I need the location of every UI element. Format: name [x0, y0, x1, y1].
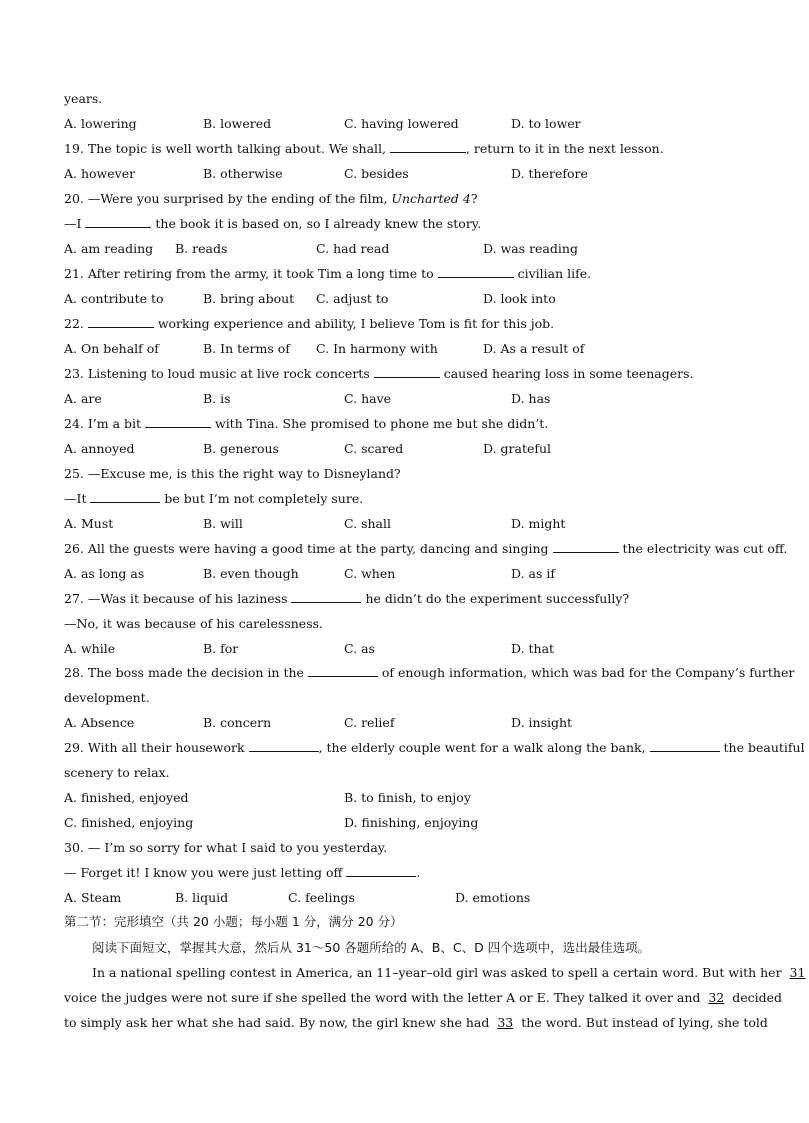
q24-stem: 24. I’m a bit with Tina. She promised to phone me but she didn’t. — [64, 416, 549, 431]
section-instruction: 阅读下面短文，掌握其大意，然后从 31～50 各题所给的 A、B、C、D 四个选项中，选出最佳选项。 — [92, 940, 651, 955]
q29-stem-cont: scenery to relax. — [64, 765, 170, 780]
option-d[interactable]: D. has — [511, 391, 551, 406]
answer-blank[interactable] — [650, 738, 720, 752]
option-b[interactable]: B. reads — [175, 241, 228, 256]
option-d[interactable]: D. might — [511, 516, 566, 531]
option-c[interactable]: C. as — [344, 641, 375, 656]
q22-options — [64, 339, 734, 359]
option-c[interactable]: C. adjust to — [316, 291, 389, 306]
blank-number-31[interactable]: 31 — [789, 965, 806, 980]
answer-blank[interactable] — [145, 414, 211, 428]
passage-line-2: voice the judges were not sure if she spelled the word with the letter A or E. They talked it over and 32 decided — [64, 988, 734, 1008]
option-a[interactable]: A. Absence — [64, 715, 135, 730]
option-a[interactable]: A. however — [64, 166, 136, 181]
q20-options — [64, 239, 734, 259]
q23-options — [64, 389, 734, 409]
q20-reply: —I the book it is based on, so I already knew the story. — [64, 216, 482, 231]
option-c[interactable]: C. feelings — [288, 890, 355, 905]
blank-number-33[interactable]: 33 — [497, 1015, 514, 1030]
option-d[interactable]: D. to lower — [511, 116, 581, 131]
q29-options-ab — [64, 788, 734, 808]
q27-stem: 27. —Was it because of his laziness he didn’t do the experiment successfully? — [64, 591, 630, 606]
option-b[interactable]: B. In terms of — [203, 341, 290, 356]
option-c[interactable]: C. when — [344, 566, 396, 581]
answer-blank[interactable] — [438, 264, 514, 278]
option-a[interactable]: A. lowering — [64, 116, 137, 131]
q24-options — [64, 439, 734, 459]
section-heading: 第二节：完形填空（共 20 小题；每小题 1 分，满分 20 分） — [64, 914, 403, 929]
option-c[interactable]: C. scared — [344, 441, 404, 456]
passage-line-3: to simply ask her what she had said. By now, the girl knew she had 33 the word. But instead of lying, she told — [64, 1013, 734, 1033]
option-d[interactable]: D. that — [511, 641, 555, 656]
answer-blank[interactable] — [88, 314, 154, 328]
answer-blank[interactable] — [346, 863, 416, 877]
answer-blank[interactable] — [308, 663, 378, 677]
film-title: Uncharted 4 — [391, 191, 471, 206]
option-b[interactable]: B. otherwise — [203, 166, 283, 181]
q28-options — [64, 713, 734, 733]
q25-reply: —It be but I’m not completely sure. — [64, 491, 364, 506]
option-b[interactable]: B. is — [203, 391, 231, 406]
q21-options — [64, 289, 734, 309]
answer-blank[interactable] — [374, 364, 440, 378]
option-c[interactable]: C. besides — [344, 166, 409, 181]
option-c[interactable]: C. relief — [344, 715, 395, 730]
option-b[interactable]: B. generous — [203, 441, 279, 456]
passage-line-1: In a national spelling contest in America, an 11–year–old girl was asked to spell a certain word. But with her 31 — [92, 963, 734, 983]
q28-stem: 28. The boss made the decision in the of enough information, which was bad for the Company’s further — [64, 665, 795, 680]
option-d[interactable]: D. emotions — [455, 890, 531, 905]
q18-tail: years. — [64, 91, 103, 106]
option-b[interactable]: B. for — [203, 641, 239, 656]
q27-options — [64, 639, 734, 659]
option-a[interactable]: A. finished, enjoyed — [64, 790, 189, 805]
option-b[interactable]: B. to finish, to enjoy — [344, 790, 471, 805]
q25-options — [64, 514, 734, 534]
q21-stem: 21. After retiring from the army, it took Tim a long time to civilian life. — [64, 266, 592, 281]
option-c[interactable]: C. In harmony with — [316, 341, 438, 356]
option-d[interactable]: D. finishing, enjoying — [344, 815, 479, 830]
option-a[interactable]: A. am reading — [64, 241, 154, 256]
q27-reply: —No, it was because of his carelessness. — [64, 616, 323, 631]
option-c[interactable]: C. had read — [316, 241, 390, 256]
q30-options — [64, 888, 734, 908]
option-c[interactable]: C. having lowered — [344, 116, 459, 131]
answer-blank[interactable] — [90, 489, 160, 503]
answer-blank[interactable] — [553, 539, 619, 553]
q28-stem-cont: development. — [64, 690, 150, 705]
q19-stem: 19. The topic is well worth talking about. We shall, , return to it in the next lesson. — [64, 141, 664, 156]
answer-blank[interactable] — [85, 214, 151, 228]
option-d[interactable]: D. As a result of — [483, 341, 585, 356]
option-a[interactable]: A. while — [64, 641, 116, 656]
q29-options-cd — [64, 813, 734, 833]
option-b[interactable]: B. liquid — [175, 890, 229, 905]
answer-blank[interactable] — [390, 139, 466, 153]
option-b[interactable]: B. concern — [203, 715, 272, 730]
blank-number-32[interactable]: 32 — [708, 990, 725, 1005]
option-d[interactable]: D. as if — [511, 566, 555, 581]
q30-stem: 30. — I’m so sorry for what I said to you yesterday. — [64, 840, 388, 855]
q18-options — [64, 114, 734, 134]
option-a[interactable]: A. contribute to — [64, 291, 164, 306]
option-d[interactable]: D. grateful — [483, 441, 552, 456]
q26-stem: 26. All the guests were having a good time at the party, dancing and singing the electricity was cut off. — [64, 541, 788, 556]
option-a[interactable]: A. as long as — [64, 566, 145, 581]
option-a[interactable]: A. Steam — [64, 890, 122, 905]
q26-options — [64, 564, 734, 584]
option-b[interactable]: B. even though — [203, 566, 299, 581]
option-d[interactable]: D. therefore — [511, 166, 588, 181]
q19-options — [64, 164, 734, 184]
q30-reply: — Forget it! I know you were just letting off . — [64, 865, 421, 880]
option-c[interactable]: C. finished, enjoying — [64, 815, 194, 830]
q25-stem: 25. —Excuse me, is this the right way to Disneyland? — [64, 466, 401, 481]
option-d[interactable]: D. insight — [511, 715, 573, 730]
q20-stem: 20. —Were you surprised by the ending of the film, Uncharted 4? — [64, 191, 478, 206]
q23-stem: 23. Listening to loud music at live rock concerts caused hearing loss in some teenagers. — [64, 366, 694, 381]
option-b[interactable]: B. lowered — [203, 116, 272, 131]
option-c[interactable]: C. shall — [344, 516, 391, 531]
option-b[interactable]: B. will — [203, 516, 243, 531]
option-a[interactable]: A. annoyed — [64, 441, 135, 456]
q22-stem: 22. working experience and ability, I believe Tom is fit for this job. — [64, 316, 555, 331]
answer-blank[interactable] — [249, 738, 319, 752]
option-a[interactable]: A. Must — [64, 516, 114, 531]
option-d[interactable]: D. was reading — [483, 241, 578, 256]
option-b[interactable]: B. bring about — [203, 291, 295, 306]
q29-stem: 29. With all their housework , the elderly couple went for a walk along the bank, the beautiful — [64, 740, 805, 755]
answer-blank[interactable] — [291, 589, 361, 603]
option-a[interactable]: A. On behalf of — [64, 341, 159, 356]
option-a[interactable]: A. are — [64, 391, 102, 406]
option-d[interactable]: D. look into — [483, 291, 556, 306]
option-c[interactable]: C. have — [344, 391, 392, 406]
